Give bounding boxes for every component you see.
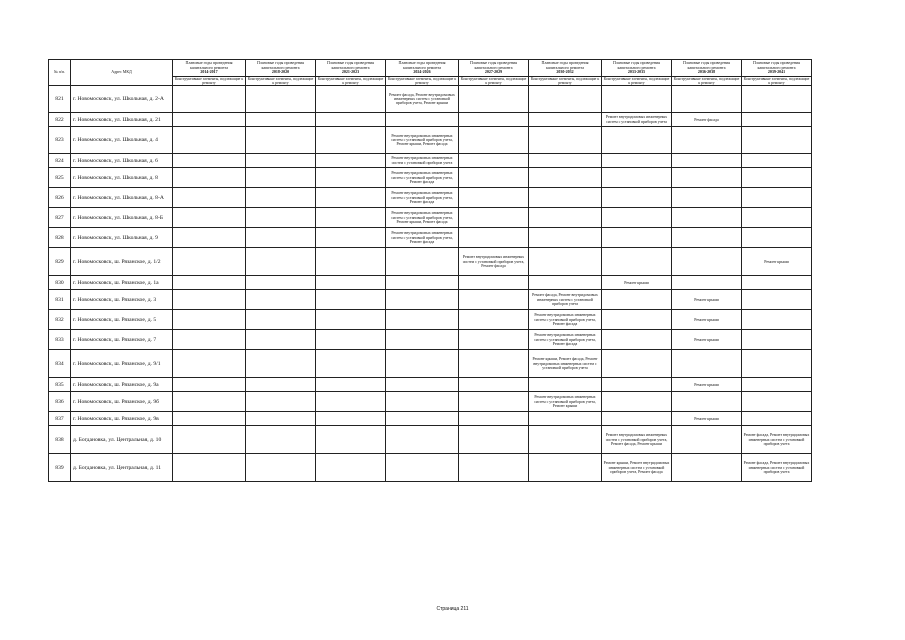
period-years: 2021-2023 xyxy=(341,69,360,75)
work-cell-period-6 xyxy=(529,426,602,454)
work-cell-period-4: Ремонт внутридомовых инженерных систем с установкой приборов учета, Ремонт крыши, Ремонт фасада xyxy=(386,208,459,228)
work-cell-period-1 xyxy=(173,310,246,330)
work-cell-period-8 xyxy=(672,86,742,113)
work-cell-period-3 xyxy=(316,412,386,426)
work-cell-period-8: Ремонт фасада xyxy=(672,113,742,127)
row-address: г. Новомосковск, ул. Школьная, д. 2-А xyxy=(71,86,173,113)
row-number: 825 xyxy=(49,168,71,188)
table-body xyxy=(49,86,812,482)
work-cell-period-3 xyxy=(316,426,386,454)
work-cell-period-8: Ремонт крыши xyxy=(672,290,742,310)
work-cell-period-5 xyxy=(459,310,529,330)
header-period-sub-7: Конструктивные элементы, подлежащие к ремонту xyxy=(602,77,672,86)
work-cell-period-2 xyxy=(246,426,316,454)
work-cell-period-8 xyxy=(672,276,742,290)
work-cell-period-7: Ремонт крыши, Ремонт внутридомовых инженерных систем с установкой приборов учета, Ремонт фасада xyxy=(602,454,672,482)
work-cell-period-7 xyxy=(602,310,672,330)
work-cell-period-4 xyxy=(386,350,459,378)
period-years: 2033-2035 xyxy=(627,69,646,75)
work-cell-period-3 xyxy=(316,188,386,208)
work-cell-period-6 xyxy=(529,86,602,113)
row-address: г. Новомосковск, ул. Школьная, д. 6 xyxy=(71,154,173,168)
work-cell-period-5 xyxy=(459,276,529,290)
work-cell-period-3 xyxy=(316,276,386,290)
period-title: Плановые годы проведения капитального ремонта xyxy=(327,60,374,70)
work-cell-period-9 xyxy=(742,228,812,248)
work-cell-period-5 xyxy=(459,350,529,378)
row-number: 829 xyxy=(49,248,71,276)
row-address: г. Новомосковск, ул. Школьная, д. 9 xyxy=(71,228,173,248)
work-cell-period-2 xyxy=(246,412,316,426)
table-row xyxy=(49,208,812,228)
work-cell-period-4 xyxy=(386,276,459,290)
work-cell-period-2 xyxy=(246,208,316,228)
work-cell-period-4: Ремонт внутридомовых инженерных систем с установкой приборов учета, Ремонт крыши, Ремонт фасада xyxy=(386,127,459,154)
table-row xyxy=(49,188,812,208)
header-number: № п/п. xyxy=(49,60,71,86)
work-cell-period-1 xyxy=(173,330,246,350)
row-number: 821 xyxy=(49,86,71,113)
row-address: г. Новомосковск, ш. Рязанское, д. 9а xyxy=(71,378,173,392)
table-row xyxy=(49,330,812,350)
work-cell-period-1 xyxy=(173,248,246,276)
work-cell-period-1 xyxy=(173,378,246,392)
period-title: Плановые годы проведения капитального ремонта xyxy=(470,60,517,70)
row-address: г. Новомосковск, ш. Рязанское, д. 7 xyxy=(71,330,173,350)
work-cell-period-2 xyxy=(246,330,316,350)
work-cell-period-1 xyxy=(173,113,246,127)
work-cell-period-9 xyxy=(742,154,812,168)
work-cell-period-9 xyxy=(742,378,812,392)
work-cell-period-2 xyxy=(246,154,316,168)
work-cell-period-9 xyxy=(742,330,812,350)
work-cell-period-8: Ремонт крыши xyxy=(672,330,742,350)
row-number: 837 xyxy=(49,412,71,426)
work-cell-period-5 xyxy=(459,454,529,482)
table-row xyxy=(49,154,812,168)
work-cell-period-3 xyxy=(316,228,386,248)
period-title: Плановые годы проведения капитального ремонта xyxy=(398,60,446,70)
table-row xyxy=(49,392,812,412)
row-address: г. Новомосковск, ш. Рязанское, д. 9в xyxy=(71,412,173,426)
work-cell-period-9 xyxy=(742,113,812,127)
period-years: 2036-2038 xyxy=(697,69,716,75)
work-cell-period-4 xyxy=(386,113,459,127)
work-cell-period-7 xyxy=(602,330,672,350)
work-cell-period-6 xyxy=(529,188,602,208)
work-cell-period-7 xyxy=(602,154,672,168)
work-cell-period-8 xyxy=(672,454,742,482)
work-cell-period-5 xyxy=(459,290,529,310)
work-cell-period-9: Ремонт фасада, Ремонт внутридомовых инженерных систем с установкой приборов учета xyxy=(742,454,812,482)
repair-schedule-table xyxy=(48,59,812,482)
table-row xyxy=(49,412,812,426)
work-cell-period-8: Ремонт крыши xyxy=(672,310,742,330)
work-cell-period-9 xyxy=(742,188,812,208)
header-period-3 xyxy=(316,60,386,77)
work-cell-period-6: Ремонт внутридомовых инженерных систем с установкой приборов учета, Ремонт фасада xyxy=(529,310,602,330)
header-period-sub-6: Конструктивные элементы, подлежащие к ремонту xyxy=(529,77,602,86)
table-row xyxy=(49,127,812,154)
table-row xyxy=(49,378,812,392)
work-cell-period-6 xyxy=(529,276,602,290)
table-row xyxy=(49,454,812,482)
period-years: 2024-2026 xyxy=(413,69,431,75)
header-period-9 xyxy=(742,60,812,77)
table-row xyxy=(49,86,812,113)
work-cell-period-8 xyxy=(672,392,742,412)
work-cell-period-4 xyxy=(386,310,459,330)
work-cell-period-9 xyxy=(742,168,812,188)
work-cell-period-1 xyxy=(173,392,246,412)
row-number: 839 xyxy=(49,454,71,482)
work-cell-period-7 xyxy=(602,378,672,392)
work-cell-period-2 xyxy=(246,378,316,392)
table-row xyxy=(49,248,812,276)
work-cell-period-7 xyxy=(602,168,672,188)
work-cell-period-5 xyxy=(459,168,529,188)
row-address: г. Новомосковск, ул. Школьная, д. 8-Б xyxy=(71,208,173,228)
work-cell-period-4: Ремонт внутридомовых инженерных систем с установкой приборов учета, Ремонт фасада xyxy=(386,188,459,208)
work-cell-period-4: Ремонт фасада, Ремонт внутридомовых инженерных систем с установкой приборов учета, Ремонт крыши xyxy=(386,86,459,113)
work-cell-period-3 xyxy=(316,168,386,188)
header-period-6 xyxy=(529,60,602,77)
header-address: Адрес МКД xyxy=(71,60,173,86)
work-cell-period-6 xyxy=(529,248,602,276)
work-cell-period-9 xyxy=(742,392,812,412)
work-cell-period-8 xyxy=(672,188,742,208)
row-address: г. Новомосковск, ш. Рязанское, д. 3 xyxy=(71,290,173,310)
work-cell-period-9: Ремонт фасада, Ремонт внутридомовых инженерных систем с установкой приборов учета xyxy=(742,426,812,454)
header-period-sub-4: Конструктивные элементы, подлежащие к ремонту xyxy=(386,77,459,86)
work-cell-period-1 xyxy=(173,412,246,426)
work-cell-period-5 xyxy=(459,188,529,208)
work-cell-period-7 xyxy=(602,127,672,154)
row-number: 826 xyxy=(49,188,71,208)
header-period-1 xyxy=(173,60,246,77)
work-cell-period-8 xyxy=(672,168,742,188)
work-cell-period-8: Ремонт крыши xyxy=(672,378,742,392)
work-cell-period-5 xyxy=(459,154,529,168)
work-cell-period-4 xyxy=(386,412,459,426)
row-address: г. Новомосковск, ш. Рязанское, д. 5 xyxy=(71,310,173,330)
work-cell-period-5 xyxy=(459,392,529,412)
header-period-sub-1: Конструктивные элементы, подлежащие к ремонту xyxy=(173,77,246,86)
work-cell-period-7: Ремонт внутридомовых инженерных систем с установкой приборов учета xyxy=(602,113,672,127)
work-cell-period-7 xyxy=(602,208,672,228)
work-cell-period-6: Ремонт внутридомовых инженерных систем с установкой приборов учета, Ремонт крыши xyxy=(529,392,602,412)
work-cell-period-6 xyxy=(529,127,602,154)
table-header xyxy=(49,60,812,86)
work-cell-period-5 xyxy=(459,208,529,228)
work-cell-period-5 xyxy=(459,426,529,454)
work-cell-period-3 xyxy=(316,86,386,113)
work-cell-period-1 xyxy=(173,154,246,168)
work-cell-period-1 xyxy=(173,350,246,378)
row-address: д. Богдановка, ул. Центральная, д. 11 xyxy=(71,454,173,482)
work-cell-period-2 xyxy=(246,310,316,330)
work-cell-period-3 xyxy=(316,378,386,392)
row-address: г. Новомосковск, ул. Школьная, д. 4 xyxy=(71,127,173,154)
table-row xyxy=(49,310,812,330)
work-cell-period-7 xyxy=(602,228,672,248)
work-cell-period-9 xyxy=(742,290,812,310)
table-row xyxy=(49,290,812,310)
work-cell-period-6: Ремонт крыши, Ремонт фасада, Ремонт внутридомовых инженерных систем с установкой приборов учета xyxy=(529,350,602,378)
work-cell-period-2 xyxy=(246,228,316,248)
work-cell-period-2 xyxy=(246,168,316,188)
row-address: г. Новомосковск, ш. Рязанское, д. 1/2 xyxy=(71,248,173,276)
work-cell-period-6 xyxy=(529,412,602,426)
work-cell-period-3 xyxy=(316,454,386,482)
work-cell-period-2 xyxy=(246,392,316,412)
work-cell-period-1 xyxy=(173,228,246,248)
work-cell-period-6 xyxy=(529,113,602,127)
work-cell-period-6 xyxy=(529,378,602,392)
period-title: Плановые годы проведения капитального ремонта xyxy=(683,60,730,70)
work-cell-period-7 xyxy=(602,350,672,378)
work-cell-period-8: Ремонт крыши xyxy=(672,412,742,426)
row-number: 838 xyxy=(49,426,71,454)
period-title: Плановые годы проведения капитального ремонта xyxy=(257,60,304,70)
row-address: г. Новомосковск, ш. Рязанское, д. 9/1 xyxy=(71,350,173,378)
work-cell-period-7 xyxy=(602,392,672,412)
period-title: Плановые годы проведения капитального ремонта xyxy=(753,60,800,70)
period-years: 2018-2020 xyxy=(271,69,290,75)
row-address: г. Новомосковск, ул. Школьная, д. 8-А xyxy=(71,188,173,208)
row-number: 830 xyxy=(49,276,71,290)
work-cell-period-5 xyxy=(459,412,529,426)
header-period-8 xyxy=(672,60,742,77)
work-cell-period-7 xyxy=(602,188,672,208)
row-number: 831 xyxy=(49,290,71,310)
row-number: 828 xyxy=(49,228,71,248)
row-number: 824 xyxy=(49,154,71,168)
work-cell-period-4 xyxy=(386,330,459,350)
work-cell-period-8 xyxy=(672,127,742,154)
work-cell-period-5 xyxy=(459,228,529,248)
work-cell-period-5 xyxy=(459,113,529,127)
work-cell-period-2 xyxy=(246,86,316,113)
header-period-5 xyxy=(459,60,529,77)
work-cell-period-9 xyxy=(742,208,812,228)
work-cell-period-3 xyxy=(316,310,386,330)
row-number: 833 xyxy=(49,330,71,350)
row-number: 822 xyxy=(49,113,71,127)
header-period-7 xyxy=(602,60,672,77)
row-number: 832 xyxy=(49,310,71,330)
work-cell-period-1 xyxy=(173,188,246,208)
work-cell-period-2 xyxy=(246,188,316,208)
work-cell-period-6: Ремонт фасада, Ремонт внутридомовых инженерных систем с установкой приборов учета xyxy=(529,290,602,310)
work-cell-period-6 xyxy=(529,208,602,228)
work-cell-period-1 xyxy=(173,454,246,482)
work-cell-period-2 xyxy=(246,454,316,482)
work-cell-period-8 xyxy=(672,426,742,454)
header-period-sub-5: Конструктивные элементы, подлежащие к ремонту xyxy=(459,77,529,86)
work-cell-period-9 xyxy=(742,350,812,378)
work-cell-period-1 xyxy=(173,127,246,154)
period-title: Плановые годы проведения капитального ремонта xyxy=(613,60,660,70)
work-cell-period-9 xyxy=(742,412,812,426)
work-cell-period-3 xyxy=(316,290,386,310)
period-title: Плановые годы проведения капитального ремонта xyxy=(541,60,589,70)
row-address: г. Новомосковск, ул. Школьная, д. 21 xyxy=(71,113,173,127)
table-row xyxy=(49,350,812,378)
work-cell-period-4 xyxy=(386,392,459,412)
work-cell-period-1 xyxy=(173,426,246,454)
work-cell-period-6 xyxy=(529,154,602,168)
header-period-4 xyxy=(386,60,459,77)
work-cell-period-6 xyxy=(529,454,602,482)
work-cell-period-3 xyxy=(316,154,386,168)
work-cell-period-1 xyxy=(173,208,246,228)
work-cell-period-2 xyxy=(246,276,316,290)
work-cell-period-2 xyxy=(246,127,316,154)
work-cell-period-7 xyxy=(602,412,672,426)
row-number: 834 xyxy=(49,350,71,378)
work-cell-period-3 xyxy=(316,330,386,350)
table-row xyxy=(49,426,812,454)
work-cell-period-4: Ремонт внутридомовых инженерных систем с установкой приборов учета, Ремонт фасада xyxy=(386,168,459,188)
table-row xyxy=(49,113,812,127)
work-cell-period-9 xyxy=(742,276,812,290)
work-cell-period-6 xyxy=(529,228,602,248)
work-cell-period-8 xyxy=(672,248,742,276)
work-cell-period-9 xyxy=(742,86,812,113)
work-cell-period-1 xyxy=(173,276,246,290)
work-cell-period-1 xyxy=(173,168,246,188)
row-number: 823 xyxy=(49,127,71,154)
header-period-sub-3: Конструктивные элементы, подлежащие к ремонту xyxy=(316,77,386,86)
row-number: 827 xyxy=(49,208,71,228)
work-cell-period-5 xyxy=(459,86,529,113)
work-cell-period-3 xyxy=(316,208,386,228)
period-title: Плановые годы проведения капитального ремонта xyxy=(185,60,233,70)
work-cell-period-7 xyxy=(602,248,672,276)
work-cell-period-7: Ремонт внутридомовых инженерных систем с установкой приборов учета, Ремонт фасада, Ремонт крыши xyxy=(602,426,672,454)
row-number: 835 xyxy=(49,378,71,392)
header-period-2 xyxy=(246,60,316,77)
work-cell-period-9 xyxy=(742,127,812,154)
work-cell-period-1 xyxy=(173,290,246,310)
work-cell-period-8 xyxy=(672,154,742,168)
row-number: 836 xyxy=(49,392,71,412)
work-cell-period-2 xyxy=(246,290,316,310)
work-cell-period-3 xyxy=(316,113,386,127)
header-period-sub-9: Конструктивные элементы, подлежащие к ремонту xyxy=(742,77,812,86)
work-cell-period-3 xyxy=(316,350,386,378)
work-cell-period-5 xyxy=(459,330,529,350)
work-cell-period-4 xyxy=(386,248,459,276)
work-cell-period-5 xyxy=(459,378,529,392)
work-cell-period-4: Ремонт внутридомовых инженерных систем с установкой приборов учета xyxy=(386,154,459,168)
repair-schedule-sheet xyxy=(48,59,812,482)
work-cell-period-6 xyxy=(529,168,602,188)
period-years: 2030-2032 xyxy=(556,69,574,75)
work-cell-period-7 xyxy=(602,86,672,113)
row-address: д. Богдановка, ул. Центральная, д. 10 xyxy=(71,426,173,454)
work-cell-period-3 xyxy=(316,248,386,276)
work-cell-period-8 xyxy=(672,350,742,378)
table-row xyxy=(49,228,812,248)
row-address: г. Новомосковск, ул. Школьная, д. 8 xyxy=(71,168,173,188)
row-address: г. Новомосковск, ш. Рязанское, д. 1а xyxy=(71,276,173,290)
work-cell-period-4 xyxy=(386,454,459,482)
work-cell-period-6: Ремонт внутридомовых инженерных систем с установкой приборов учета, Ремонт фасада xyxy=(529,330,602,350)
table-row xyxy=(49,168,812,188)
table-row xyxy=(49,276,812,290)
work-cell-period-3 xyxy=(316,127,386,154)
work-cell-period-4: Ремонт внутридомовых инженерных систем с установкой приборов учета, Ремонт фасада xyxy=(386,228,459,248)
work-cell-period-2 xyxy=(246,113,316,127)
work-cell-period-3 xyxy=(316,392,386,412)
header-period-sub-2: Конструктивные элементы, подлежащие к ремонту xyxy=(246,77,316,86)
period-years: 2039-2041 xyxy=(767,69,786,75)
work-cell-period-9 xyxy=(742,310,812,330)
work-cell-period-4 xyxy=(386,426,459,454)
work-cell-period-2 xyxy=(246,248,316,276)
work-cell-period-5: Ремонт внутридомовых инженерных систем с установкой приборов учета, Ремонт фасада xyxy=(459,248,529,276)
header-period-sub-8: Конструктивные элементы, подлежащие к ремонту xyxy=(672,77,742,86)
work-cell-period-4 xyxy=(386,290,459,310)
work-cell-period-2 xyxy=(246,350,316,378)
period-years: 2027-2029 xyxy=(484,69,503,75)
work-cell-period-7: Ремонт крыши xyxy=(602,276,672,290)
page-number: Страница 211 xyxy=(436,606,469,612)
work-cell-period-8 xyxy=(672,208,742,228)
work-cell-period-5 xyxy=(459,127,529,154)
row-address: г. Новомосковск, ш. Рязанское, д. 9б xyxy=(71,392,173,412)
work-cell-period-9: Ремонт крыши xyxy=(742,248,812,276)
period-years: 2014-2017 xyxy=(200,69,218,75)
work-cell-period-4 xyxy=(386,378,459,392)
work-cell-period-8 xyxy=(672,228,742,248)
work-cell-period-1 xyxy=(173,86,246,113)
work-cell-period-7 xyxy=(602,290,672,310)
